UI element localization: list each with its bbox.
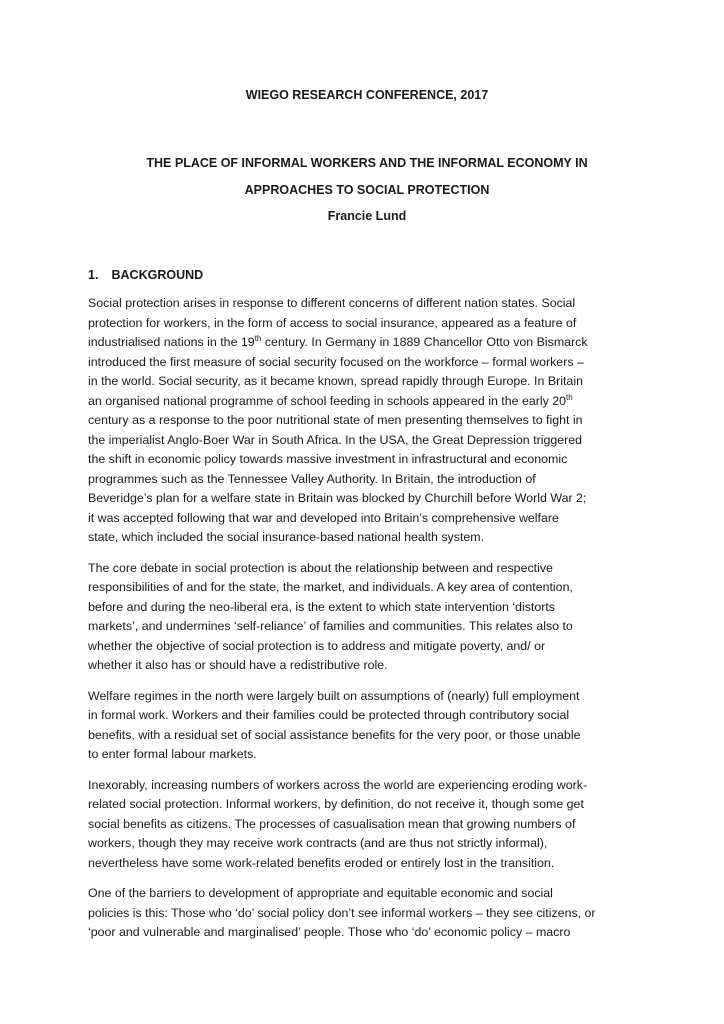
paragraph-1 (88, 294, 646, 548)
text-line: state, which included the social insurance-based national health system. (88, 530, 485, 544)
paper-title-line-1: THE PLACE OF INFORMAL WORKERS AND THE INFORMAL ECONOMY IN (146, 156, 588, 170)
text-line: to enter formal labour markets. (88, 747, 257, 761)
text-line: the shift in economic policy towards massive investment in infrastructural and economic (88, 452, 568, 466)
text-line: in the world. Social security, as it became known, spread rapidly through Europe. In Britain (88, 374, 583, 388)
text-line: before and during the neo-liberal era, is the extent to which state intervention ‘distorts (88, 599, 555, 614)
text-line: whether the objective of social protection is to address and mitigate poverty, and/ or (88, 638, 546, 653)
superscript: th (566, 392, 573, 402)
text-line: markets’, and undermines ‘self-reliance’ of families and communities. This relates also to (88, 619, 573, 633)
text-line: responsibilities of and for the state, the market, and individuals. A key area of contention, (88, 580, 573, 594)
text-line: the imperialist Anglo-Boer War in South Africa. In the USA, the Great Depression triggered (88, 432, 583, 447)
paragraph-4 (88, 776, 646, 874)
text-line: social benefits as citizens. The processes of casualisation mean that growing numbers of (88, 816, 576, 831)
text-line: century as a response to the poor nutritional state of men presenting themselves to fight in (88, 413, 583, 427)
section-title: BACKGROUND (111, 268, 204, 282)
text-line: protection for workers, in the form of access to social insurance, appeared as a feature of (88, 315, 577, 330)
text-line: introduced the first measure of social security focused on the workforce – formal workers – (88, 354, 584, 369)
text-line: ‘poor and vulnerable and marginalised’ people. Those who ‘do’ economic policy – macro (88, 925, 571, 939)
section-heading (88, 268, 646, 282)
text-line: related social protection. Informal workers, by definition, do not receive it, though some get (88, 797, 584, 811)
text-line (88, 333, 646, 353)
text-line: Welfare regimes in the north were largely built on assumptions of (nearly) full employment (88, 688, 580, 703)
text-run: century. In Germany in 1889 Chancellor Otto von Bismarck (261, 335, 588, 349)
superscript: th (254, 333, 262, 343)
text-line: in formal work. Workers and their families could be protected through contributory social (88, 708, 570, 722)
text-line: nevertheless have some work-related benefits eroded or entirely lost in the transition. (88, 855, 555, 870)
paragraph-2 (88, 559, 646, 676)
text-run: industrialised nations in the 19 (88, 335, 255, 349)
text-line: One of the barriers to development of appropriate and equitable economic and social (88, 886, 553, 900)
paper-title-line-2: APPROACHES TO SOCIAL PROTECTION (244, 183, 490, 197)
text-line: programmes such as the Tennessee Valley Authority. In Britain, the introduction of (88, 471, 536, 486)
conference-title: WIEGO RESEARCH CONFERENCE, 2017 (245, 88, 489, 102)
text-line: Inexorably, increasing numbers of workers across the world are experiencing eroding work- (88, 777, 588, 792)
text-line: workers, though they may receive work contracts (and are thus not strictly informal), (88, 836, 548, 850)
section-number: 1. (88, 268, 99, 282)
text-line: it was accepted following that war and developed into Britain’s comprehensive welfare (88, 510, 559, 525)
text-run: an organised national programme of school feeding in schools appeared in the early 20 (88, 393, 567, 408)
text-line: policies is this: Those who ‘do’ social policy don’t see informal workers – they see citizens, or (88, 905, 596, 920)
paragraph-3 (88, 687, 646, 765)
text-line: The core debate in social protection is about the relationship between and respective (88, 560, 553, 575)
text-line: benefits, with a residual set of social assistance benefits for the very poor, or those unable (88, 727, 581, 742)
author-name: Francie Lund (327, 209, 407, 223)
text-line: whether it also has or should have a redistributive role. (88, 658, 388, 672)
text-line: Social protection arises in response to different concerns of different nation states. Social (88, 296, 576, 310)
text-line: Beveridge’s plan for a welfare state in Britain was blocked by Churchill before World War 2; (88, 491, 587, 505)
paragraph-5 (88, 884, 646, 943)
text-line (88, 392, 646, 412)
